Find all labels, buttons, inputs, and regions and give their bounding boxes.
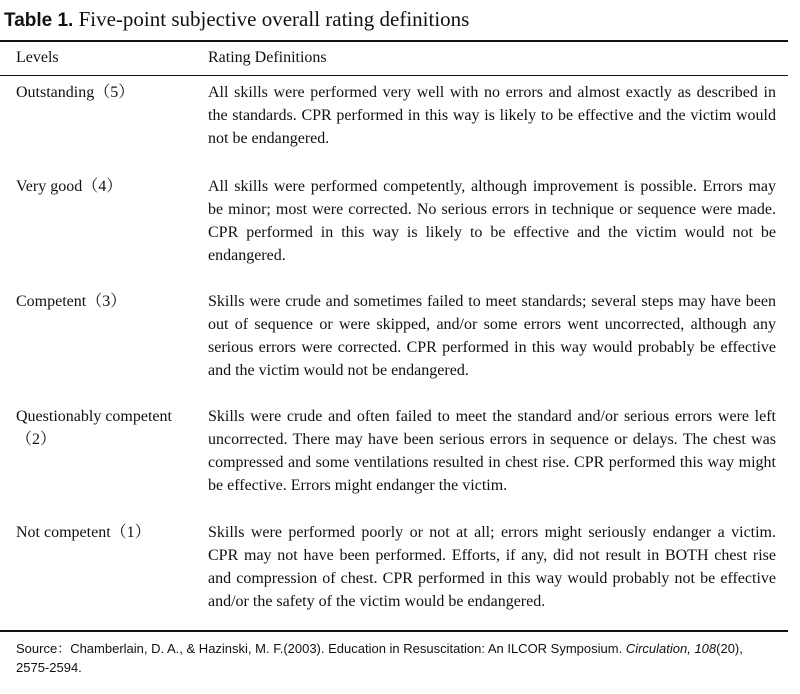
definition-cell: Skills were crude and sometimes failed to meet standards; several steps may have been out of sequence or were skipped, and/or some errors went uncorrected, although any serious errors were corrected. CPR performed in this way would probably be effective and the victim would not be endangered. (208, 293, 776, 379)
definition-cell: All skills were performed very well with no errors and almost exactly as described in the standards. CPR performed in this way is likely to be effective and the victim would not be endangered. (208, 84, 776, 147)
level-cell: Not competent（1） (16, 524, 151, 541)
definition-cell: Skills were performed poorly or not at all; errors might seriously endanger a victim. CPR may not have been performed. Efforts, if any, did not result in BOTH chest rise and compression of chest. CPR performed in this way would probably not be effective and/or the safety of the victim would be endangered. (208, 524, 776, 610)
level-cell: Outstanding（5） (16, 84, 135, 101)
header-rule (0, 75, 788, 76)
source-citation: Source：Chamberlain, D. A., & Hazinski, M. F.(2003). Education in Resuscitation: An ILCOR Symposium. (16, 641, 626, 656)
table-title: Five-point subjective overall rating definitions (78, 7, 470, 31)
source-note (16, 639, 776, 677)
top-rule (0, 40, 788, 42)
definition-cell: All skills were performed competently, although improvement is possible. Errors may be minor; most were corrected. No serious errors in technique or sequence were made. CPR performed in this way is likely to be effective and the victim would not be endangered. (208, 178, 776, 264)
level-cell: Very good（4） (16, 178, 123, 195)
table-caption (4, 6, 469, 34)
bottom-rule (0, 630, 788, 632)
definition-cell: Skills were crude and often failed to meet the standard and/or serious errors were left uncorrected. There may have been serious errors in sequence or delays. The chest was compressed and some ventilations resulted in chest rise. CPR performed this way might be effective. Errors might endanger the victim. (208, 408, 776, 494)
column-header-rating-definitions: Rating Definitions (208, 49, 327, 66)
column-header-levels: Levels (16, 49, 59, 66)
source-journal: Circulation, 108 (625, 641, 717, 656)
source-issue-pages: (20), 2575-2594. (16, 641, 743, 675)
level-cell: Questionably competent（2） (16, 408, 172, 448)
level-cell: Competent（3） (16, 293, 127, 310)
table-label: Table 1. (4, 10, 74, 31)
